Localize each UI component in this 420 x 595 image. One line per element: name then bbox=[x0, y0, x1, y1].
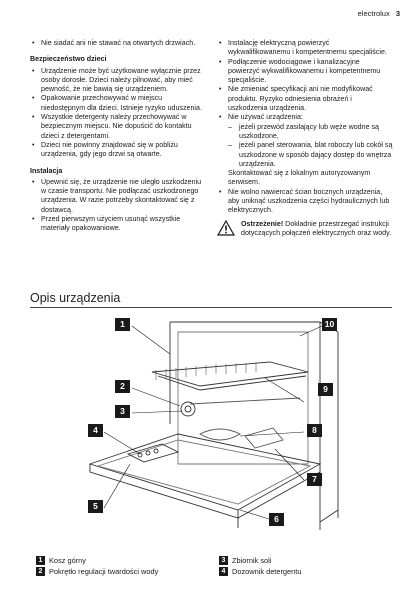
list-item: • Upewnić się, że urządzenie nie uległo uszkodzeniu w czasie transportu. Nie podłączać uszkodzonego urządzenia. W razie potrzeby skontaktować się z dostawcą. bbox=[30, 178, 208, 215]
list-item: • Nie siadać ani nie stawać na otwartych drzwiach. bbox=[30, 39, 208, 48]
legend-number: 3 bbox=[219, 556, 228, 565]
callout-5: 5 bbox=[88, 500, 103, 513]
warning-label: Ostrzeżenie! bbox=[241, 219, 284, 228]
page-number: 3 bbox=[395, 9, 400, 18]
legend-item bbox=[219, 566, 301, 577]
warning-text: Dokładnie przestrzegać instrukcji dotyczących połączeń elektrycznych oraz wody. bbox=[241, 219, 392, 237]
warning-note bbox=[217, 220, 393, 239]
legend-label: Pokrętło regulacji twardości wody bbox=[49, 566, 159, 576]
legend-item bbox=[219, 555, 301, 566]
callout-10: 10 bbox=[322, 318, 337, 331]
dont-use-sublist bbox=[217, 123, 393, 169]
legend-label: Kosz górny bbox=[49, 555, 86, 565]
dont-use-intro: Nie używać urządzenia: bbox=[228, 113, 303, 122]
section-title: Opis urządzenia bbox=[30, 291, 121, 305]
callout-9: 9 bbox=[318, 383, 333, 396]
legend-label: Dozownik detergentu bbox=[232, 566, 302, 576]
list-item: • Dzieci nie powinny znajdować się w pobliżu urządzenia, gdy jego drzwi są otwarte. bbox=[30, 141, 208, 160]
contact-service-text: Skontaktować się z lokalnym autoryzowanym serwisem. bbox=[228, 169, 371, 187]
legend-label: Zbiornik soli bbox=[232, 555, 272, 565]
intro-list bbox=[30, 39, 208, 48]
brand-name: electrolux bbox=[357, 9, 390, 18]
legend-number: 4 bbox=[219, 567, 228, 576]
child-safety-heading: Bezpieczeństwo dzieci bbox=[30, 55, 107, 64]
installation-heading: Instalacja bbox=[30, 166, 63, 175]
callout-1: 1 bbox=[115, 318, 130, 331]
section-divider bbox=[30, 307, 392, 308]
legend-item bbox=[36, 566, 158, 577]
callout-4: 4 bbox=[88, 424, 103, 437]
list-item: • Opakowanie przechowywać w miejscu niedostępnym dla dzieci. Istnieje ryzyko uduszenia. bbox=[30, 94, 208, 113]
legend-right bbox=[219, 555, 301, 577]
legend-number: 1 bbox=[36, 556, 45, 565]
legend-left bbox=[36, 555, 158, 577]
callout-8: 8 bbox=[307, 424, 322, 437]
list-item: • Urządzenie może być użytkowane wyłącznie przez osoby dorosłe. Dzieci należy pilnować, aby mieć pewność, że nie bawią się urządzeniem. bbox=[30, 67, 208, 95]
callout-3: 3 bbox=[115, 405, 130, 418]
callout-7: 7 bbox=[307, 473, 322, 486]
list-item: • Podłączenie wodociągowe i kanalizacyjne powierzyć wykwalifikowanemu i kompetentnemu specjaliście. bbox=[217, 58, 393, 86]
list-item: • Nie wolno nawiercać ścian bocznych urządzenia, aby uniknąć uszkodzenia części hydraulicznych lub elektrycznych. bbox=[217, 188, 393, 216]
list-item: • Instalację elektryczną powierzyć wykwalifikowanemu i kompetentnemu specjaliście. bbox=[217, 39, 393, 58]
page-header bbox=[358, 9, 400, 18]
callout-6: 6 bbox=[269, 513, 284, 526]
sub-list-item: – jeżeli panel sterowania, blat roboczy lub cokół są uszkodzone w sposób dający dostęp do wnętrza urządzenia. bbox=[217, 141, 393, 169]
legend-item bbox=[36, 555, 158, 566]
list-item: • Nie zmieniać specyfikacji ani nie modyfikować produktu. Ryzyko odniesienia obrażeń i uszkodzenia urządzenia. bbox=[217, 85, 393, 113]
electrical-list bbox=[217, 39, 393, 216]
installation-list bbox=[30, 178, 208, 234]
sub-list-item: – jeżeli przewód zasilający lub węże wodne są uszkodzone, bbox=[217, 123, 393, 142]
right-column bbox=[217, 39, 393, 238]
child-safety-list bbox=[30, 67, 208, 160]
list-item: • Wszystkie detergenty należy przechowywać w bezpiecznym miejscu. Nie dopuścić do kontaktu dzieci z detergentami. bbox=[30, 113, 208, 141]
warning-icon bbox=[217, 220, 235, 236]
list-item: • Przed pierwszym użyciem usunąć wszystkie materiały opakowaniowe. bbox=[30, 215, 208, 234]
callout-2: 2 bbox=[115, 380, 130, 393]
left-column bbox=[30, 39, 208, 234]
list-item bbox=[217, 113, 393, 187]
legend-number: 2 bbox=[36, 567, 45, 576]
